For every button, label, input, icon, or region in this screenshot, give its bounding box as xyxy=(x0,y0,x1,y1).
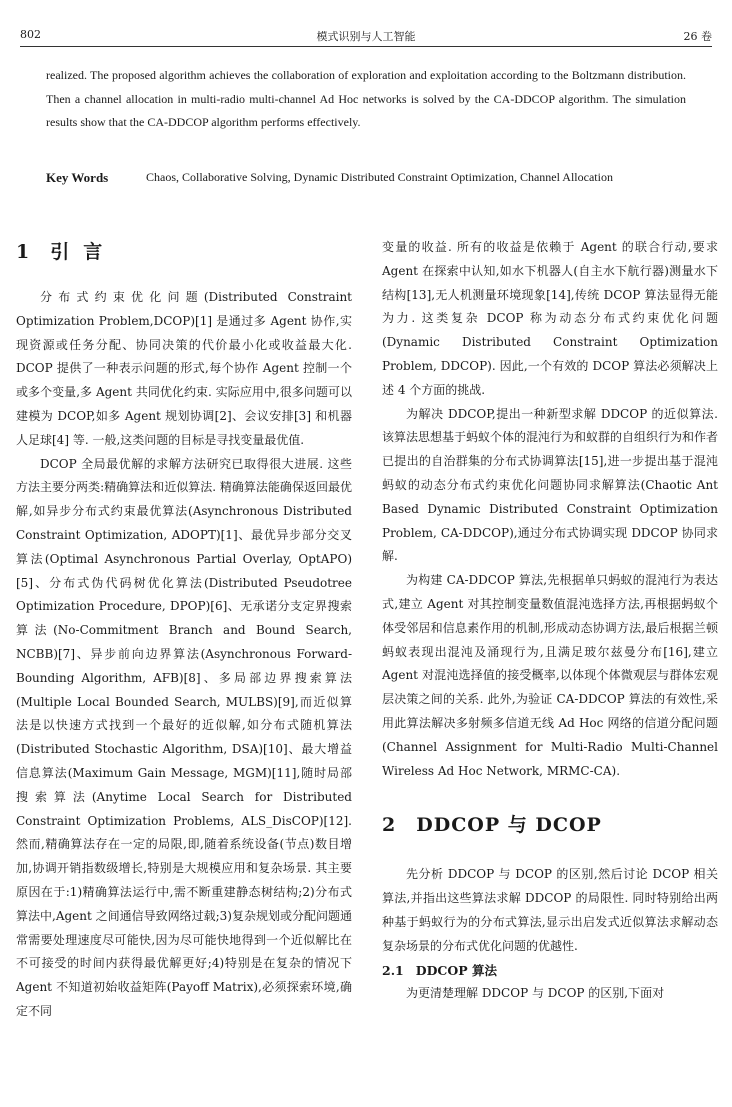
section-1-title: 引言 xyxy=(50,241,117,263)
section-1-number: 1 xyxy=(16,241,31,263)
subsection-paragraph: 为更清楚理解 DDCOP 与 DCOP 的区别,下面对 xyxy=(406,986,665,1001)
keywords-text: Chaos, Collaborative Solving, Dynamic Distributed Constraint Optimization, Channel Allocation xyxy=(146,170,613,184)
subsection-2-1-heading xyxy=(382,959,718,983)
subsection-title: DDCOP 算法 xyxy=(415,962,498,978)
page-number: 802 xyxy=(20,28,41,41)
left-column xyxy=(16,236,352,1024)
right-column xyxy=(382,236,718,1006)
section-2-heading xyxy=(382,809,718,849)
journal-name: 模式识别与人工智能 xyxy=(316,30,416,43)
section-2-title: DDCOP 与 DCOP xyxy=(416,814,602,837)
section-1-paragraph: DCOP 全局最优解的求解方法研究已取得很大进展. 这些方法主要分两类:精确算法和近似算法. 精确算法能确保返回最优解,如异步分布式约束最优算法(Asynchronous Distributed Constraint Optimization, ADOPT)[1]、最优异步部分交叉算法(Optimal Asynchronous Partial Overlay, OptAPO)[5]、分布式伪代码树优化算法(Distributed Pseudotree Optimization Procedure, DPOP)[6]、无承诺分支定界搜索算法(No-Commitment Branch and Bound Search, NCBB)[7]、异步前向边界算法(Asynchronous Forward-Bounding Algorithm, AFB)[8]、多局部边界搜索算法(Multiple Local Bounded Search, MULBS)[9],而近似算法是以快速方式找到一个最好的近似解,如分布式随机算法(Distributed Stochastic Algorithm, DSA)[10]、最大增益信息算法(Maximum Gain Message, MGM)[11],随时局部搜索算法(Anytime Local Search for Distributed Constraint Optimization Problems, ALS_DisCOP)[12]. 然而,精确算法存在一定的局限,即,随着系统设备(节点)数目增加,协调开销指数级增长,特别是大规模应用和复杂场景. 其主要原因在于:1)精确算法运行中,需不断重建静态树结构;2)分布式算法中,Agent 之间通信导致网络过载;3)复杂规划或分配问题通常需要处理速度尽可能快,因为尽可能快地得到一个近似解比在不可接受的时间内获得最优解更好;4)特别是在复杂的情况下 Agent 不知道初始收益矩阵(Payoff Matrix),必须探索环境,确定不同 xyxy=(16,456,352,1018)
abstract-text: realized. The proposed algorithm achieves the collaboration of exploration and exploitation according to the Boltzmann distribution. Then a channel allocation in multi-radio multi-channel Ad Hoc networks is solved by the CA-DDCOP algorithm. The simulation results show that the CA-DDCOP algorithm performs effectively. xyxy=(46,68,686,129)
continued-paragraph: 变量的收益. 所有的收益是依赖于 Agent 的联合行动,要求 Agent 在探索中认知,如水下机器人(自主水下航行器)测量水下结构[13],无人机测量环境现象[14],传统 DCOP 算法显得无能为力. 这类复杂 DCOP 称为动态分布式约束优化问题(Dynamic Distributed Constraint Optimization Problem, DDCOP). 因此,一个有效的 DCOP 算法必须解决上述 4 个方面的挑战. xyxy=(382,240,718,397)
keywords-block xyxy=(46,166,686,190)
volume-number: 26 卷 xyxy=(683,30,712,43)
body-paragraph: 为解决 DDCOP,提出一种新型求解 DDCOP 的近似算法. 该算法思想基于蚂蚁个体的混沌行为和蚁群的自组织行为和作者已提出的自治群集的分布式协调算法[15],进一步提出基于混沌蚂蚁的动态分布式约束优化问题协同求解算法(Chaotic Ant Based Dynamic Distributed Constraint Optimization Problem, CA-DDCOP),通过分布式协调实现 DDCOP 协同求解. xyxy=(382,406,719,564)
section-2-paragraph: 先分析 DDCOP 与 DCOP 的区别,然后讨论 DCOP 相关算法,并指出这些算法求解 DDCOP 的局限性. 同时特别给出两种基于蚂蚁行为的分布式算法,显示出启发式近似算法求解动态复杂场景的分布式优化问题的优越性. xyxy=(382,867,718,953)
running-header xyxy=(20,28,712,47)
section-1-heading xyxy=(16,236,352,276)
keywords-label: Key Words xyxy=(46,170,109,185)
section-1-paragraph: 分布式约束优化问题(Distributed Constraint Optimization Problem,DCOP)[1] 是通过多 Agent 协作,实现资源或任务分配、协同决策的代价最小化或收益最大化. DCOP 提供了一种表示问题的形式,每个协作 Agent 控制一个或多个变量,多 Agent 共同优化约束. 实际应用中,很多问题可以建模为 DCOP,如多 Agent 规划协调[2]、会议安排[3] 和机器人足球[4] 等. 一般,这类问题的目标是寻找变量最优值. xyxy=(16,290,352,447)
section-2-number: 2 xyxy=(382,814,397,837)
subsection-number: 2.1 xyxy=(382,962,404,978)
body-paragraph: 为构建 CA-DDCOP 算法,先根据单只蚂蚁的混沌行为表达式,建立 Agent 对其控制变量数值混沌选择方法,再根据蚂蚁个体受邻居和信息素作用的机制,形成动态协调方法,最后根据兰顿蚂蚁表现出混沌及涌现行为,且满足玻尔兹曼分布[16],建立 Agent 对混沌选择值的接受概率,以体现个体微观层与群体宏观层决策之间的关系. 此外,为验证 CA-DDCOP 算法的有效性,采用此算法解决多射频多信道无线 Ad Hoc 网络的信道分配问题(Channel Assignment for Multi-Radio Multi-Channel Wireless Ad Hoc Network, MRMC-CA). xyxy=(382,573,718,778)
